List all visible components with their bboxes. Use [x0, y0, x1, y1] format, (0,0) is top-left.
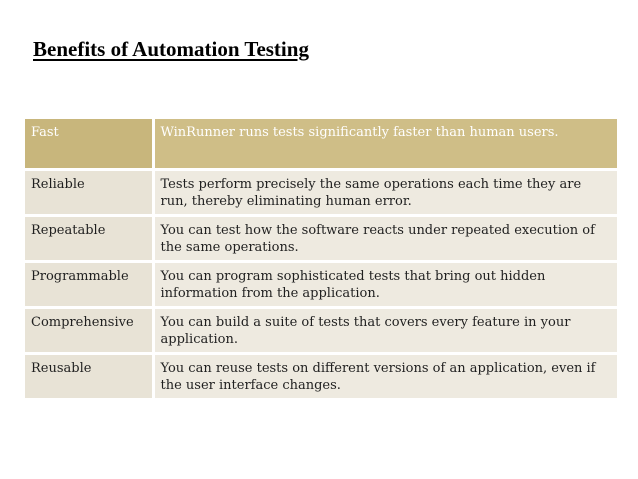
benefit-description-fast: WinRunner runs tests significantly faster than human users.: [153, 119, 617, 169]
benefit-description-comprehensive: You can build a suite of tests that covers every feature in your application.: [153, 307, 617, 353]
benefit-description-reliable: Tests perform precisely the same operations each time they are run, thereby eliminating human error.: [153, 169, 617, 215]
table-header-row: [25, 119, 617, 169]
benefit-description-reusable: You can reuse tests on different versions of an application, even if the user interface changes.: [153, 353, 617, 399]
benefits-table-container: [25, 119, 617, 419]
table-row: [25, 353, 617, 399]
benefits-table: [25, 119, 617, 401]
table-row: [25, 261, 617, 307]
benefit-label-reliable: Reliable: [25, 169, 153, 215]
benefit-label-reusable: Reusable: [25, 353, 153, 399]
benefit-description-repeatable: You can test how the software reacts under repeated execution of the same operations.: [153, 215, 617, 261]
benefit-label-fast: Fast: [25, 119, 153, 169]
table-row: [25, 215, 617, 261]
benefit-label-comprehensive: Comprehensive: [25, 307, 153, 353]
benefit-label-programmable: Programmable: [25, 261, 153, 307]
benefit-label-repeatable: Repeatable: [25, 215, 153, 261]
table-row: [25, 169, 617, 215]
benefit-description-programmable: You can program sophisticated tests that bring out hidden information from the application.: [153, 261, 617, 307]
table-row: [25, 307, 617, 353]
slide-title: Benefits of Automation Testing: [33, 37, 309, 61]
